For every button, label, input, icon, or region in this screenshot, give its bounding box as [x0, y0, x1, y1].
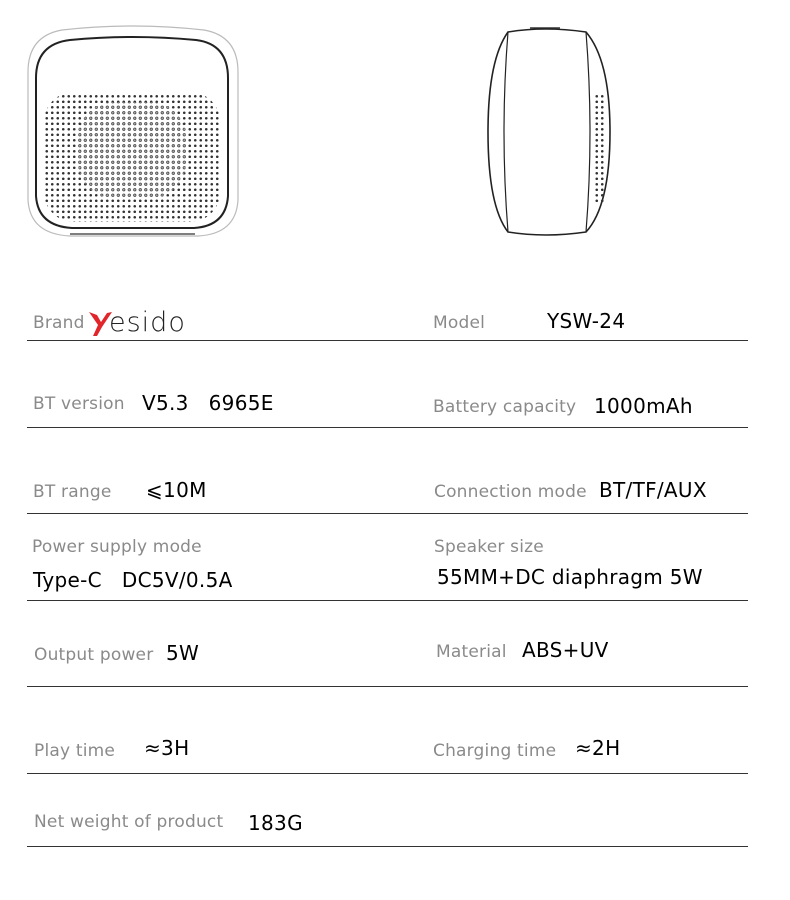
speaker-size-label: Speaker size [434, 537, 544, 557]
net-weight-value: 183G [248, 811, 303, 835]
row-divider [27, 340, 748, 341]
row-divider [27, 773, 748, 774]
play-time-value: ≈3H [144, 736, 190, 760]
speaker-front-view [28, 26, 238, 236]
bt-range-value: ⩽10M [146, 478, 207, 502]
material-value: ABS+UV [522, 638, 609, 662]
play-time-label: Play time [34, 741, 116, 761]
net-weight-label: Net weight of product [34, 812, 224, 832]
model-label: Model [433, 313, 486, 333]
bt-range-label: BT range [33, 482, 112, 502]
connection-mode-label: Connection mode [434, 482, 587, 502]
row-divider [27, 600, 748, 601]
bt-version-value: V5.3 6965E [142, 391, 274, 415]
brand-logo [86, 303, 206, 339]
product-drawings [0, 0, 790, 250]
row-divider [27, 427, 748, 428]
battery-capacity-label: Battery capacity [433, 397, 577, 417]
speaker-size-value: 55MM+DC diaphragm 5W [437, 565, 703, 589]
brand-label: Brand [33, 313, 85, 333]
output-power-label: Output power [34, 645, 154, 665]
power-supply-label: Power supply mode [32, 537, 202, 557]
charging-time-label: Charging time [433, 741, 557, 761]
bt-version-label: BT version [33, 394, 125, 414]
output-power-value: 5W [166, 641, 200, 665]
speaker-side-view [488, 28, 610, 235]
row-divider [27, 846, 748, 847]
model-value: YSW-24 [547, 309, 626, 333]
connection-mode-value: BT/TF/AUX [599, 478, 707, 502]
row-divider [27, 686, 748, 687]
svg-text:esido: esido [109, 307, 186, 338]
battery-capacity-value: 1000mAh [594, 394, 693, 418]
row-divider [27, 513, 748, 514]
charging-time-value: ≈2H [575, 736, 621, 760]
material-label: Material [436, 642, 507, 662]
power-supply-value: Type-C DC5V/0.5A [33, 568, 233, 592]
